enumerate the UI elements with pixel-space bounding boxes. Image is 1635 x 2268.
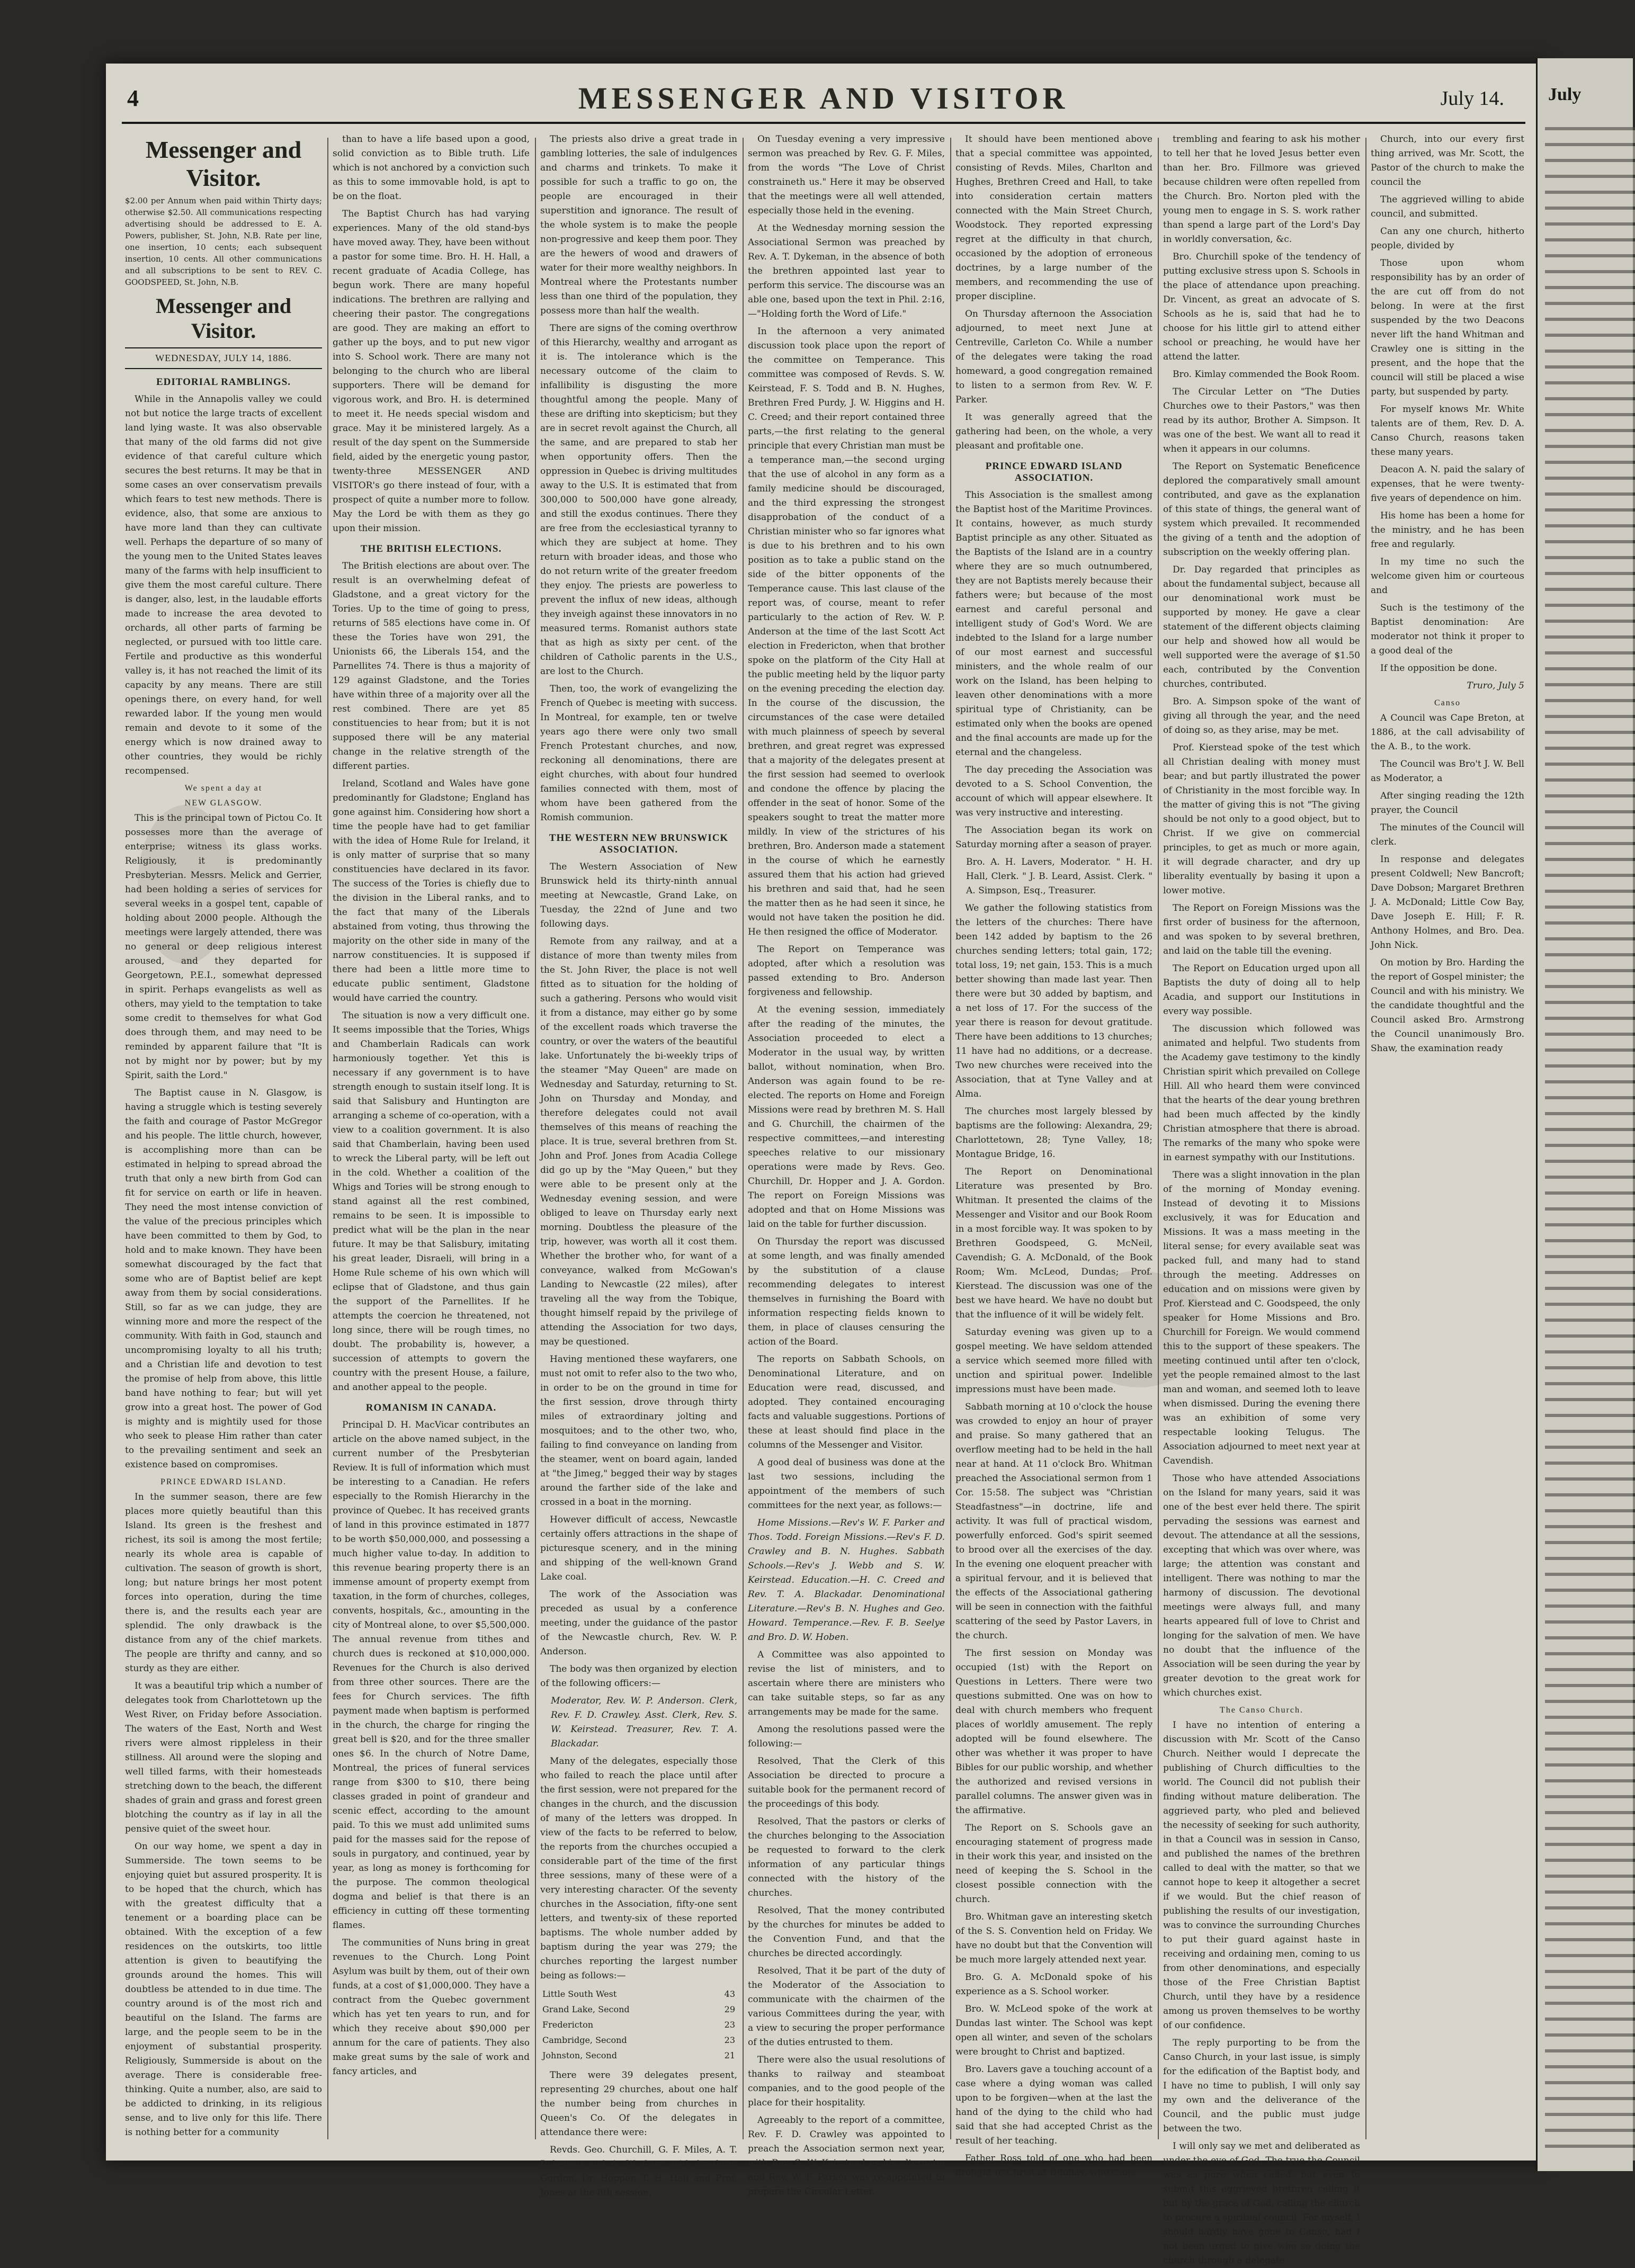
table-cell: 23 (724, 2020, 735, 2030)
page-number: 4 (127, 85, 139, 111)
paragraph: This is the principal town of Pictou Co. It possesses more than the average of enterprise; witness its glass works. Religiously, it is predominantly Presbyterian. Messrs. Melick and Gerrier, had been holding a series of services for several weeks in a gospel tent, capable of holding about 2000 people. Although the meetings were largely attended, there was no general or deep religious interest aroused, and they departed for Georgetown, P.E.I., somewhat depressed in spirit. Perhaps evangelists as well as others, may yield to the temptation to take some credit to themselves for what God does through them, and may need to be reminded by apparent failure that "It is not by might nor by power; but by my Spirit, saith the Lord." (125, 813, 322, 1081)
paragraph: Among the resolutions passed were the following:— (748, 1724, 945, 1749)
paragraph: His home has been a home for the ministry, and he has been free and regularly. (1371, 510, 1524, 550)
heading-pei-association: PRINCE EDWARD ISLAND ASSOCIATION. (985, 461, 1123, 483)
table-row (540, 1986, 737, 2002)
heading-british-elections: THE BRITISH ELECTIONS. (360, 543, 502, 554)
column-4 (748, 132, 945, 2197)
column-7 (1371, 132, 1524, 2145)
paragraph: On Thursday the report was discussed at some length, and was finally amended by the substitution of a clause recommending delegates to interest themselves in furnishing the Board with information respecting fields known to them, in place of clauses censuring the action of the Board. (748, 1236, 945, 1347)
paragraph: than to have a life based upon a good, solid conviction as to Bible truth. Life which is not anchored by a conviction such as this to some immovable hold, is apt to be on the float. (333, 134, 530, 202)
paragraph: The priests also drive a great trade in gambling lotteries, the sale of indulgences and charms and trinkets. To make it possible for such a traffic to go on, the people are encouraged in their superstition and ignorance. The result of the whole system is to make the people non-progressive and keep them poor. They are the hewers of wood and drawers of water for their more wealthy neighbors. In Montreal where the Protestants number less than one third of the population, they possess more than half the wealth. (540, 134, 737, 316)
paragraph: There was a slight innovation in the plan of the morning of Monday evening. Instead of devoting it to Missions exclusively, it was for Education and Missions. It was a mass meeting in the literal sense; for every available seat was packed full, and many had to stand through the meeting. Addresses on education and on missions were given by Prof. Kierstead and C. Goodspeed, the only speaker for Home Missions and Bro. Churchill for Foreign. We would commend this to the support of these speakers. The meeting continued until after ten o'clock, yet the people remained almost to the last man and woman, and seemed loth to leave when dismissed. During the evening there was an exhibition of some very respectable looking Telugus. The Association adjourned to meet next year at Cavendish. (1163, 1170, 1360, 1466)
paragraph: At the Wednesday morning session the Associational Sermon was preached by Rev. A. T. Dykeman, in the absence of both the brethren appointed last year to perform this service. The discourse was an able one, based upon the text in Phil. 2:16,—"Holding forth the Word of Life." (748, 223, 945, 319)
adjacent-page-text (1545, 127, 1635, 2161)
table-cell: 43 (724, 1989, 735, 1999)
table-cell: 23 (724, 2035, 735, 2045)
paragraph: The Council was Bro't J. W. Bell as Moderator, a (1371, 759, 1524, 784)
adjacent-page-edge (1536, 58, 1633, 2171)
heading-new-glasgow: NEW GLASGOW. (184, 799, 263, 808)
table-cell: Grand Lake, Second (542, 2004, 630, 2014)
paragraph: On Tuesday evening a very impressive sermon was preached by Rev. G. F. Miles, from the words "The Love of Christ constraineth us." Here it may be observed that the meetings were all well attended, especially those held in the evening. (748, 134, 945, 216)
column-rule (327, 138, 328, 2139)
heading-western-nb-association: THE WESTERN NEW BRUNSWICK ASSOCIATION. (549, 832, 729, 855)
paragraph: A good deal of business was done at the last two sessions, including the appointment of the members of such committees for the next year, as follows:— (748, 1457, 945, 1511)
paragraph: It was a beautiful trip which a number of delegates took from Charlottetown up the West River, on Friday before Association. The waters of the East, North and West rivers were almost rippleless in their stillness. All around were the sloping and well tilled farms, with their homesteads stretching down to the beach, the different shades of grain and grass and forest green blotching the country as if lay in all the pensive quiet of the sweet hour. (125, 1681, 322, 1834)
paragraph: Bro. W. McLeod spoke of the work at Dundas last winter. The School was kept open all winter, and seven of the scholars were brought to Christ and baptized. (955, 2004, 1152, 2057)
table-row (540, 2002, 737, 2017)
page-date: July 14. (1440, 87, 1504, 110)
column-3 (540, 132, 737, 2198)
table-cell: Little South West (542, 1989, 617, 1999)
paragraph: The Report on Denominational Literature was presented by Bro. Whitman. It presented the claims of the Messenger and Visitor and our Book Room in a most forcible way. It was spoken to by Brethren Goodspeed, G. McNeil, Cavendish; G. A. McDonald, of the Book Room; Wm. McLeod, Dundas; Prof. Kierstead. The discussion was one of the best we have heard. We have no doubt but that the influence of it will be widely felt. (955, 1167, 1152, 1320)
column-rule (950, 138, 951, 2139)
table-cell: 29 (724, 2004, 735, 2014)
paragraph: The situation is now a very difficult one. It seems impossible that the Tories, Whigs and Chamberlain Radicals can work harmoniously together. Yet this is necessary if any government is to have strength enough to sustain itself long. It is said that Salisbury and Huntington are arranging a scheme of co-operation, with a view to a coalition government. It is also said that Chamberlain, having been used to wreck the Liberal party, will be left out in the cold. Whether a coalition of the Whigs and Tories will be strong enough to stand against all the rest combined, remains to be seen. It is impossible to predict what will be the plan in the near future. It may be that Salisbury, imitating his great leader, Disraeli, will bring in a Home Rule scheme of his own which will eclipse that of Gladstone, and thus gain the support of the Parnellites. If he attempts the coercion he threatened, not long since, there will be rough times, no doubt. The probability is, however, a succession of attempts to govern the country with the present House, a failure, and another appeal to the people. (333, 1010, 530, 1393)
paragraph: The churches most largely blessed by baptisms are the following: Alexandra, 29; Charlottetown, 28; Tyne Valley, 18; Montague Bridge, 16. (955, 1106, 1152, 1160)
officers-list: Bro. A. H. Lavers, Moderator. " H. H. Hall, Clerk. " J. B. Leard, Assist. Clerk. " A. Simpson, Esq., Treasurer. (966, 857, 1152, 896)
subscription-notice: $2.00 per Annum when paid within Thirty days; otherwise $2.50. All communications respecting advertising should be addressed to E. A. Powers, publisher, St. John, N.B. Rate per line, one insertion, 10 cents; each subsequent insertion, 10 cents. All other communications and all subscriptions to be sent to REV. C. GOODSPEED, St. John, N.B. (125, 196, 322, 287)
paragraph: I will only say we met and deliberated as under the eye of God. The true the Council was as pure when called, but even to submit this aggrieved brethren calling it but by the grace of God, calling the church to procure a spiritual council. For myself, I should hardly have gone to Canso, had I not been urged to give who so doing the church through a delegate (1163, 2141, 1360, 2266)
paragraph: This Association is the smallest among the Baptist host of the Maritime Provinces. It contains, however, as much sturdy Baptist principle as any other. Situated as the Baptists of the Island are in a country where they are so much outnumbered, they are not Baptists merely because their fathers were; but because of the most earnest and careful personal and intelligent study of God's Word. We are indebted to the Island for a large number of our most earnest and successful ministers, and the whole realm of our work on the Island, has been helping to leaven other denominations with a more spiritual type of Christianity, can be estimated only when the books are opened and the final accounts are made up for the eternal and the changeless. (955, 490, 1152, 758)
paragraph: Resolved, That the money contributed by the churches for minutes be added to the Convention Fund, and that the churches be directed accordingly. (748, 1905, 945, 1959)
newspaper-page (106, 64, 1547, 2266)
paragraph: If the opposition be done. (1380, 663, 1497, 674)
paragraph: Saturday evening was given up to a gospel meeting. We have seldom attended a service which seemed more filled with unction and spiritual power. Indelible impressions must have been made. (955, 1327, 1152, 1395)
issue-date: WEDNESDAY, JULY 14, 1886. (125, 347, 322, 364)
paragraph: Such is the testimony of the Baptist denomination: Are moderator not think it proper to a good deal of the (1371, 603, 1524, 656)
adjacent-page-header: July (1548, 85, 1582, 104)
paragraph: Bro. Whitman gave an interesting sketch of the S. S. Convention held on Friday. We have no doubt but that the Convention will be much more largely attended next year. (955, 1912, 1152, 1965)
paragraph: It should have been mentioned above that a special committee was appointed, consisting of Revds. Miles, Charlton and Hughes, Brethren Creed and Hall, to take into consideration certain matters connected with the Main Street Church, Woodstock. They reported expressing regret at the difficulty in that church, occasioned by the adoption of erroneous doctrines, by a large number of the members, and recommending the use of proper discipline. (955, 134, 1152, 302)
heading-canso-council: Canso (1434, 698, 1461, 707)
paragraph: Many of the delegates, especially those who failed to reach the place until after the first session, were not prepared for the changes in the church, and the discussion of many of the letters was dropped. In view of the facts to be referred to below, the reports from the churches occupied a considerable part of the time of the first three sessions, many of these were of a very interesting character. Of the seventy churches in the Association, fifty-one sent letters, and twenty-six of these reported baptisms. The whole number added by baptism during the year was 279; the churches reporting the largest number being as follows:— (540, 1756, 737, 1981)
paragraph: Agreeably to the report of a committee, Rev. F. D. Crawley was appointed to preach the Association sermon next year, with Rev. S. W. Keirstead as his alternate; and Rev. W. F. Parker was re-appointed to prepare the Circular Letter. (748, 2115, 945, 2197)
paragraph: We gather the following statistics from the letters of the churches: There have been 142 added by baptism to the 26 churches sending letters; total gain, 172; total loss, 19; net gain, 153. This is a much better showing than made last year. Then there were but 30 added by baptism, and a net loss of 17. For the success of the year there is reason for devout gratitude. There have been additions to 13 churches; 11 have had no additions, or a decrease. Two new churches were received into the Association, that at Tyne Valley and at Alma. (955, 903, 1152, 1099)
column-rule (535, 138, 536, 2139)
paragraph: Resolved, That the pastors or clerks of the churches belonging to the Association be requested to forward to the clerk information of any particular things connected with the history of the churches. (748, 1816, 945, 1898)
paper-stain (138, 805, 233, 964)
paragraph: The Report on Temperance was adopted, after which a resolution was passed extending to Bro. Anderson forgiveness and fellowship. (748, 944, 945, 998)
column-5 (955, 132, 1152, 2178)
table-row (540, 2048, 737, 2063)
paragraph: trembling and fearing to ask his mother to tell her that he loved Jesus better even than her. Bro. Fillmore was grieved because children were often repelled from the Church. Bro. Norton pled with the young men to engage in S. S. work rather than spend a large part of the Lord's Day in worldly conversation, &c. (1163, 134, 1360, 245)
paragraph: A Committee was also appointed to revise the list of ministers, and to ascertain where there are ministers who can take suitable steps, so far as any arrangements may be made for the same. (748, 1650, 945, 1717)
paragraph: The reports on Sabbath Schools, on Denominational Literature, and on Education were read, discussed, and adopted. They contained encouraging facts and valuable suggestions. Portions of these at least should find place in the columns of the Messenger and Visitor. (748, 1354, 945, 1450)
paragraph: There were also the usual resolutions of thanks to railway and steamboat companies, and to the good people of the place for their hospitality. (748, 2055, 945, 2108)
committees-list: Home Missions.—Rev's W. F. Parker and Thos. Todd. Foreign Missions.—Rev's F. D. Crawley and B. N. Hughes. Sabbath Schools.—Rev's J. Webb and S. W. Keirstead. Education.—H. C. Creed and Rev. T. A. Blackadar. Denominational Literature.—Rev's B. N. Hughes and Geo. Howard. Temperance.—Rev. F. B. Seelye and Bro. D. W. Hoben. (748, 1518, 945, 1643)
table-row (540, 2032, 737, 2048)
paragraph: There were 39 delegates present, representing 29 churches, about one half the number being from churches in Queen's Co. Of the delegates in attendance there were: (540, 2070, 737, 2138)
paragraph: Can any one church, hitherto people, divided by (1371, 226, 1524, 251)
paragraph: The minutes of the Council will clerk. (1371, 822, 1524, 847)
paragraph: Bro. Lavers gave a touching account of a case where a dying woman was called upon to be forgiven—when at the last the hand of the dying to the child who had said that she had accepted Christ as the result of her teaching. (955, 2064, 1152, 2146)
heading-prince-edward-island: PRINCE EDWARD ISLAND. (160, 1477, 287, 1486)
signature-line: Truro, July 5 (1467, 680, 1524, 691)
column-rule (743, 138, 744, 2139)
table-cell: Cambridge, Second (542, 2035, 627, 2045)
paragraph: In my time no such the welcome given him or courteous and (1371, 557, 1524, 596)
paper-nameplate (125, 136, 322, 369)
column-1 (125, 132, 322, 2145)
paragraph: The discussion which followed was animated and helpful. Two students from the Academy gave testimony to the kindly Christian spirit which prevailed on College Hill. All who heard them were convinced that the hearts of the dear young brethren had been much affected by the kindly Christian atmosphere that there is abroad. The remarks of the many who spoke were in earnest sympathy with our Institutions. (1163, 1024, 1360, 1163)
paragraph: However difficult of access, Newcastle certainly offers attractions in the shape of picturesque scenery, and in the mining and shipping of the well-known Grand Lake coal. (540, 1514, 737, 1582)
paragraph: Bro. G. A. McDonald spoke of his experience as a S. School worker. (955, 1972, 1152, 1997)
paragraph: Deacon A. N. paid the salary of expenses, that he were twenty-five years of dependence on him. (1371, 464, 1524, 504)
paper-name-secondary: Messenger and Visitor. (156, 294, 291, 343)
paragraph: Prof. Kierstead spoke of the test which all Christian dealing with money must bear; and but partly illustrated the power of Christianity in the most forcible way. In the matter of giving this is not "The giving should be not only to a good object, but to Christ. If we give on commercial principles, to get as much or more again, it will degrade character, and dry up liberality eventually by basing it upon a lower motive. (1163, 742, 1360, 896)
column-6 (1163, 132, 1360, 2266)
paragraph: While in the Annapolis valley we could not but notice the large tracts of excellent land lying waste. It was also observable that many of the old farms did not give evidence of that careful culture which secures the best returns. It may be that in some cases an over conservatism prevails which fears to test new methods. There is evidence, also, that some are anxious to have more land than they can cultivate well. Perhaps the departure of so many of the young men to the United States leaves many of the farms with help insufficient to give them the most careful culture. There is danger, also, lest, in the laudable efforts made to increase the area devoted to orchards, all other parts of farming be neglected, or pursued with too little care. Fertile and productive as this wonderful valley is, it has not reached the limit of its capacity by any means. There are still openings there, on every hand, for well rewarded labor. If the young men would remain and devote to it some of the energy which is now drained away to other countries, they would be richly recompensed. (125, 394, 322, 776)
paragraph: The British elections are about over. The result is an overwhelming defeat of Gladstone, and a great victory for the Tories. Up to the time of going to press, returns of 585 elections have come in. Of these the Tories have won 291, the Unionists 66, the Liberals 154, and the Parnellites 74. There is thus a majority of 129 against Gladstone, and the Tories have within three of a majority over all the rest combined. There are yet 85 constituencies to hear from; but it is not supposed there will be any material change in the relative strength of the different parties. (333, 561, 530, 772)
page-masthead (122, 79, 1525, 124)
paragraph: On motion by Bro. Harding the the report of Gospel minister; the Council and with his ministry. We the candidate thoughtful and the Council asked Bro. Armstrong the Council unanimously Bro. Shaw, the examination ready (1371, 957, 1524, 1054)
paragraph: The first session on Monday was occupied (1st) with the Report on Questions in Letters. There were two questions submitted. One was on how to deal with church members who frequent places of worldly amusement. The reply adopted will be found elsewhere. The other was whether it was proper to have Bibles for our public worship, and whether the authorized and revised versions in parallel columns. The answer given was in the affirmative. (955, 1648, 1152, 1816)
paragraph: Remote from any railway, and at a distance of more than twenty miles from the St. John River, the place is not well fitted as to situation for the holding of such a gathering. Persons who would visit it from a distance, may either go by some of the excellent roads which traverse the country, or over the waters of the beautiful lake. Unfortunately the bi-weekly trips of the steamer "May Queen" are made on Wednesday and Saturday, returning to St. John on Thursday and Monday, and therefore delegates could not avail themselves of this means of reaching the place. It is true, several brethren from St. John and Prof. Jones from Acadia College did go up by the "May Queen," but they were able to be present only at the Wednesday evening session, and were obliged to leave on Thursday early next morning. Doubtless the pleasure of the trip, however, was worth all it cost them. Whether the brother who, for want of a conveyance, walked from McGowan's Landing to Newcastle (22 miles), after traveling all the way from the Tobique, thought himself repaid by the privilege of attending the Association for two days, may be questioned. (540, 936, 737, 1347)
paragraph: It was generally agreed that the gathering had been, on the whole, a very pleasant and profitable one. (955, 412, 1152, 451)
baptism-table (540, 1986, 737, 2063)
heading-canso-church: The Canso Church. (1220, 1706, 1303, 1715)
column-rule (1365, 138, 1366, 2139)
subheading: We spent a day at (184, 784, 263, 793)
officers-list: Moderator, Rev. W. P. Anderson. Clerk, Rev. F. D. Crawley. Asst. Clerk, Rev. S. W. Keirstead. Treasurer, Rev. T. A. Blackadar. (551, 1696, 737, 1749)
paragraph: Bro. A. Simpson spoke of the want of giving all through the year, and the need of doing so, as they arise, may be met. (1163, 696, 1360, 736)
table-cell: Johnston, Second (542, 2050, 617, 2060)
paragraph: Ireland, Scotland and Wales have gone predominantly for Gladstone; England has gone against him. Considering how short a time the people have had to get familiar with the idea of Home Rule for Ireland, it is only matter of surprise that so many constituencies have declared in its favor. The success of the Tories is chiefly due to the division in the Liberal ranks, and to the fact that many of the Liberals abstained from voting, thus throwing the majority on the other side in many of the narrow constituencies. It is supposed if there had been a little more time to educate public sentiment, Gladstone would have carried the country. (333, 778, 530, 1003)
table-row (540, 2017, 737, 2032)
paragraph: The body was then organized by election of the following officers:— (540, 1664, 737, 1689)
paragraph: Having mentioned these wayfarers, one must not omit to refer also to the two who, in order to be on the ground in time for the first session, drove through thirty miles of extraordinary jolting and mosquitoes; and to the other two, who, failing to find conveyance on landing from the steamer, went on board again, landed at "the Jimeg," begged their way by stages around the farther side of the lake and crossed in a boat in the morning. (540, 1354, 737, 1508)
paragraph: For myself knows Mr. White talents are of them, Rev. D. A. Canso Church, reasons taken these many years. (1371, 404, 1524, 458)
paragraph: The Report on Systematic Beneficence deplored the comparatively small amount contributed, and gave as the explanation of this state of things, the general want of system which prevailed. It recommended the giving of a tenth and the adoption of subscription on the weekly offering plan. (1163, 461, 1360, 558)
paragraph: In the afternoon a very animated discussion took place upon the report of the committee on Temperance. This committee was composed of Revds. S. W. Keirstead, F. S. Todd and B. N. Hughes, Brethren Fred Purdy, J. W. Higgins and H. C. Creed; and their report contained three parts,—the first relating to the general principle that every Christian man must be a temperance man,—the second urging that the use of alcohol in any form as a family medicine should be discouraged, and the third expressing the strongest disapprobation of the conduct of a Christian minister who so far ignores what is due to his brethren and to his own position as to take a public stand on the side of the bitter opponents of the Temperance cause. This last clause of the report was, of course, meant to refer particularly to the action of Rev. W. P. Anderson at the time of the last Scott Act election in Fredericton, when that brother spoke on the platform of the City Hall at the public meeting held by the liquor party on the evening preceding the election day. In the course of the discussion, the circumstances of the case were detailed with much plainness of speech by several brethren, and great regret was expressed that a majority of the delegates present at the first session had seemed to overlook and condone the offence by placing the offender in the seat of honor. Some of the speakers sought to treat the matter more mildly. In view of the strictures of his brethren, Bro. Anderson made a statement in the course of which he earnestly assured them that his action had grieved his brethren and said that, had he seen the matter then as he had seen it since, he would not have taken the position he did. He then resigned the office of Moderator. (748, 326, 945, 937)
paragraph: The Baptist cause in N. Glasgow, is having a struggle which is testing severely the faith and courage of Pastor McGregor and his people. The little church, however, is accomplishing more than can be estimated in helping to spread abroad the truth that only a new birth from God can fit for service on earth or life in heaven. They need the most intense conviction of the value of the precious principles which have been committed to them by God, to hold and to make known. They have been somewhat discouraged by the fact that some who are of Baptist belief are kept away from them by social considerations. Still, so far as we can judge, they are winning more and more the respect of the community. With faith in God, staunch and uncompromising loyalty to all his truth; and a Christian life and devotion to test the promise of help from above, this little band have nothing to fear; but will yet grow into a great host. The power of God is mighty and is mightily used for those who seek to please Him rather than cater to the prevailing sentiment and seek an existence based on compromises. (125, 1088, 322, 1470)
paragraph: A Council was Cape Breton, at 1886, at the call advisability of the A. B., to the work. (1371, 713, 1524, 752)
paragraph: Resolved, That it be part of the duty of the Moderator of the Association to communicate with the chairmen of the various Committees during the year, with a view to securing the proper performance of the duties entrusted to them. (748, 1966, 945, 2048)
paragraph: Revds. Geo. Churchill, G. F. Miles, A. T. Dykeman and A. W. Carr; with brethren Gordon, Dr. Hopper, T. H. Hall and Prof. Jones at the 8th session. (540, 2145, 737, 2198)
paragraph: The Baptist Church has had varying experiences. Many of the old stand-bys have moved away. They, have been without a pastor for some time. Bro. H. H. Hall, a recent graduate of Acadia College, has begun work. There are many hopeful indications. The brethren are rallying and cheering their pastor. The congregations are good. They are making an effort to gather up the boys, and to put new vigor into S. School work. There are many not belonging to the church who are liberal supporters. There will be demand for vigorous work, and Bro. H. is determined to meet it. He needs special wisdom and grace. May it be ministered largely. As a result of the day spent on the Summerside field, aided by the energetic young pastor, twenty-three MESSENGER AND VISITOR's go there instead of four, with a prospect of quite a number more to follow. May the Lord be with them as they go upon their mission. (333, 209, 530, 534)
paper-name: Messenger and Visitor. (145, 136, 302, 191)
paragraph: Dr. Day regarded that principles as about the fundamental subject, because all our denominational work must be supported by money. He gave a clear statement of the different objects claiming our help and showed how all would be well supported were the average of $1.50 each, contributed by the Convention churches, contributed. (1163, 564, 1360, 689)
paper-stain (1070, 1271, 1208, 1387)
paragraph: Sabbath morning at 10 o'clock the house was crowded to enjoy an hour of prayer and praise. So many gathered that an overflow meeting had to be held in the hall near at hand. At 11 o'clock Bro. Whitman preached the Associational sermon from 1 Cor. 15:58. The subject was "Christian Steadfastness"—in doctrine, life and activity. It was full of practical wisdom, powerfully enforced. God's spirit seemed to brood over all the exercises of the day. In the evening one eloquent preacher with a spiritual fervour, and it is believed that the effects of the Associational gathering will be seen in connection with the faithful scattering of the seed by Pastor Lavers, in the church. (955, 1402, 1152, 1641)
column-2 (333, 132, 530, 2145)
paragraph: The Association began its work on Saturday morning after a season of prayer. (955, 825, 1152, 850)
paragraph: Then, too, the work of evangelizing the French of Quebec is meeting with success. In Montreal, for example, ten or twelve years ago there were only two small French Protestant churches, and now, reckoning all denominations, there are eight churches, with about four hundred families connected with them, most of whom have been gathered from the Romish communion. (540, 684, 737, 823)
paragraph: On Thursday afternoon the Association adjourned, to meet next June at Centreville, Carleton Co. While a number of the delegates were taking the road homeward, a good congregation remained to listen to a sermon from Rev. W. F. Parker. (955, 309, 1152, 405)
paragraph: The Report on Foreign Missions was the first order of business for the afternoon, and was spoken to by several brethren, and laid on the table till the evening. (1163, 903, 1360, 956)
paragraph: Bro. Kimlay commended the Book Room. (1173, 369, 1360, 380)
paragraph: The Report on Education urged upon all Baptists the duty of doing all to help Acadia, and support our Institutions in every way possible. (1163, 963, 1360, 1017)
paragraph: In the summer season, there are few places more quietly beautiful than this Island. Its green is the freshest and richest, its soil is among the most fertile; nearly its whole area is capable of cultivation. The season of growth is short, long; but nature brings her most potent forces into operation, during the time there is, and the results each year are splendid. The only drawback is the distance from any of the chief markets. The people are thrifty and canny, and so sturdy as they are either. (125, 1492, 322, 1674)
paragraph: In response and delegates present Coldwell; New Bancroft; Dave Dobson; Margaret Brethren J. A. McDonald; Little Cow Bay, Dave Joseph E. Hill; F. R. Anthony Holmes, and Bro. Dea. John Nick. (1371, 854, 1524, 951)
paragraph: I have no intention of entering a discussion with Mr. Scott of the Canso Church. Neither would I deprecate the publishing of Church difficulties to the world. The Council did not publish their finding without mature deliberation. The aggrieved party, who pled and believed the necessity of seeking for such authority, in that a Council was in session in Canso, and published the names of the brethren called to deal with the matter, so that we cannot hope to keep it altogether a secret if we would. But the chief reason of publishing the results of our investigation, was to convince the surrounding Churches to put their guard against haste in receiving and ordaining men, coming to us from other denominations, and especially those of the Free Christian Baptist Church, until they have by a residence among us proven themselves to be worthy of our confidence. (1163, 1720, 1360, 2031)
paragraph: The day preceding the Association was devoted to a S. School Convention, the account of which will appear elsewhere. It was very instructive and interesting. (955, 765, 1152, 818)
paragraph: There are signs of the coming overthrow of this Hierarchy, wealthy and arrogant as it is. The intolerance which is the necessary outcome of the claim to infallibility is disgusting the more thoughtful among the people. Many of these are drifting into skepticism; but they are in secret revolt against the Church, all the same, and are prepared to stab her when opportunity offers. Then the oppression in Quebec is driving multitudes away to the U.S. It is estimated that from 300,000 to 500,000 have gone already, and still the exodus continues. There they are free from the ecclesiastical tyranny to which they are subject at home. They return with broader ideas, and those who do not return write of the greater freedom they enjoy. The priests are powerless to prevent the influx of new ideas, although they inveigh against these innovators in no measured terms. Romanist authors state that as high as sixty per cent. of the children of Catholic parents in the U.S., are lost to the Church. (540, 323, 737, 677)
paragraph: Resolved, That the Clerk of this Association be directed to procure a suitable book for the permanent record of the proceedings of this body. (748, 1756, 945, 1809)
paragraph: The aggrieved willing to abide council, and submitted. (1371, 194, 1524, 219)
paragraph: Bro. Churchill spoke of the tendency of putting exclusive stress upon S. Schools in the place of attendance upon preaching. Dr. Vincent, as great an advocate of S. Schools as he is, said that had he to choose for his little girl to attend either school or preaching, he would have her attend the latter. (1163, 252, 1360, 362)
paragraph: The communities of Nuns bring in great revenues to the Church. Long Point Asylum was built by them, out of their own funds, at a cost of $1,000,000. They have a contract from the Quebec government which has yet ten years to run, and for which they receive about $90,000 per annum for the care of patients. They also make great sums by the sale of work and fancy articles, and (333, 1938, 530, 2077)
table-cell: Fredericton (542, 2020, 594, 2030)
paragraph: The reply purporting to be from the Canso Church, in your last issue, is simply for the edification of the Baptist body, and I have no time to publish, I will only say my own and the deliverance of the Council, and the public must judge between the two. (1163, 2038, 1360, 2134)
paragraph: On our way home, we spent a day in Summerside. The town seems to be enjoying quiet but assured prosperity. It is to be hoped that the church, which has with the greatest difficulty that a tenement or a boarding place can be obtained. With the exception of a few residences on the outskirts, too little attention is given to beautifying the grounds around the homes. This will doubtless be attended to in due time. The country around is of the most rich and beautiful on the Island. The farms are large, and the people seem to be in the enjoyment of substantial prosperity. Religiously, Summerside is about on the average. There is considerable free-thinking. Quite a number, also, are said to be addicted to drinking, in its religious sense, and to live only for this life. There is nothing better for a community (125, 1841, 322, 2138)
table-cell: 21 (724, 2050, 735, 2060)
paragraph: After singing reading the 12th prayer, the Council (1371, 791, 1524, 815)
column-rule (1158, 138, 1159, 2139)
paragraph: The Circular Letter on "The Duties Churches owe to their Pastors," was then read by its author, Brother A. Simpson. It was one of the best. We want all to read it when it appears in our columns. (1163, 387, 1360, 454)
paragraph: The work of the Association was preceded as usual by a conference meeting, under the guidance of the pastor of the Newcastle church, Rev. W. P. Anderson. (540, 1589, 737, 1657)
paragraph: Principal D. H. MacVicar contributes an article on the above named subject, in the current number of the Presbyterian Review. It is full of information which must be interesting to a Canadian. He refers especially to the Romish Hierarchy in the province of Quebec. It has received grants of land in this province estimated in 1877 to be worth $50,000,000, and possessing a much higher value to-day. In addition to this revenue bearing property there is an immense amount of property exempt from taxation, in the form of churches, colleges, convents, hospitals, &c., amounting in the city of Montreal alone, to over $5,500,000. The annual revenue from tithes and church dues is reckoned at $10,000,000. Revenues for the Church is also derived from three other sources. There are the fees for Church services. The fifth payment made when baptism is performed in the church, the charge for ringing the great bell is $20, and for the three smaller ones $6. In the church of Notre Dame, Montreal, the prices of funeral services range from $300 to $10, there being classes graded in point of grandeur and scenic effect, according to the amount paid. To this we must add unlimited sums paid for the masses said for the repose of souls in purgatory, and continued, year by year, as long as money is forthcoming for the purpose. The common theological dogma and belief is that there is an efficiency in cutting off these tormenting flames. (333, 1420, 530, 1931)
paragraph: Church, into our every first thing arrived, was Mr. Scott, the Pastor of the church to make the council the (1371, 134, 1524, 187)
paragraph: Those who have attended Associations on the Island for many years, said it was one of the best ever held there. The spirit pervading the sessions was earnest and devout. The attendance at all the sessions, excepting that which was over where, was large; the attention was constant and intelligent. There was nothing to mar the harmony of discussion. The devotional meetings were always full, and many hearts appeared full of love to Christ and longing for the salvation of men. We have no doubt that the influence of the Association will be seen during the year by greater devotion to the great work for which churches exist. (1163, 1473, 1360, 1698)
heading-editorial-ramblings: EDITORIAL RAMBLINGS. (156, 376, 291, 388)
paragraph: The Report on S. Schools gave an encouraging statement of progress made in their work this year, and insisted on the need of keeping the S. School in the closest possible connection with the church. (955, 1823, 1152, 1905)
paragraph: Those upon whom responsibility has by an order of the are cut off from do not belong. In were at the first suspended by the two Deacons never lift the hand Whitman and Crawley one is sitting in the present, and the hope that the council will still be placed a wise party, but suspended by party. (1371, 258, 1524, 397)
paragraph: At the evening session, immediately after the reading of the minutes, the Association proceeded to elect a Moderator in the usual way, by written ballot, without nomination, when Bro. Anderson was again found to be re-elected. The reports on Home and Foreign Missions were read by brethren M. S. Hall and G. Churchill, the chairmen of the respective committees,—and interesting speeches relative to our missionary operations were made by Revs. Geo. Churchill, Dr. Hopper and J. A. Gordon. The report on Foreign Missions was adopted and that on Home Missions was laid on the table for further discussion. (748, 1005, 945, 1230)
paragraph: Father Ross told of one who had been brought to Christ at Dundas, who came (955, 2153, 1152, 2178)
newspaper-title: MESSENGER AND VISITOR (578, 81, 1069, 115)
paragraph: The Western Association of New Brunswick held its thirty-ninth annual meeting at Newcastle, Grand Lake, on Tuesday, the 22nd of June and two following days. (540, 862, 737, 929)
heading-romanism-in-canada: ROMANISM IN CANADA. (365, 1402, 497, 1413)
